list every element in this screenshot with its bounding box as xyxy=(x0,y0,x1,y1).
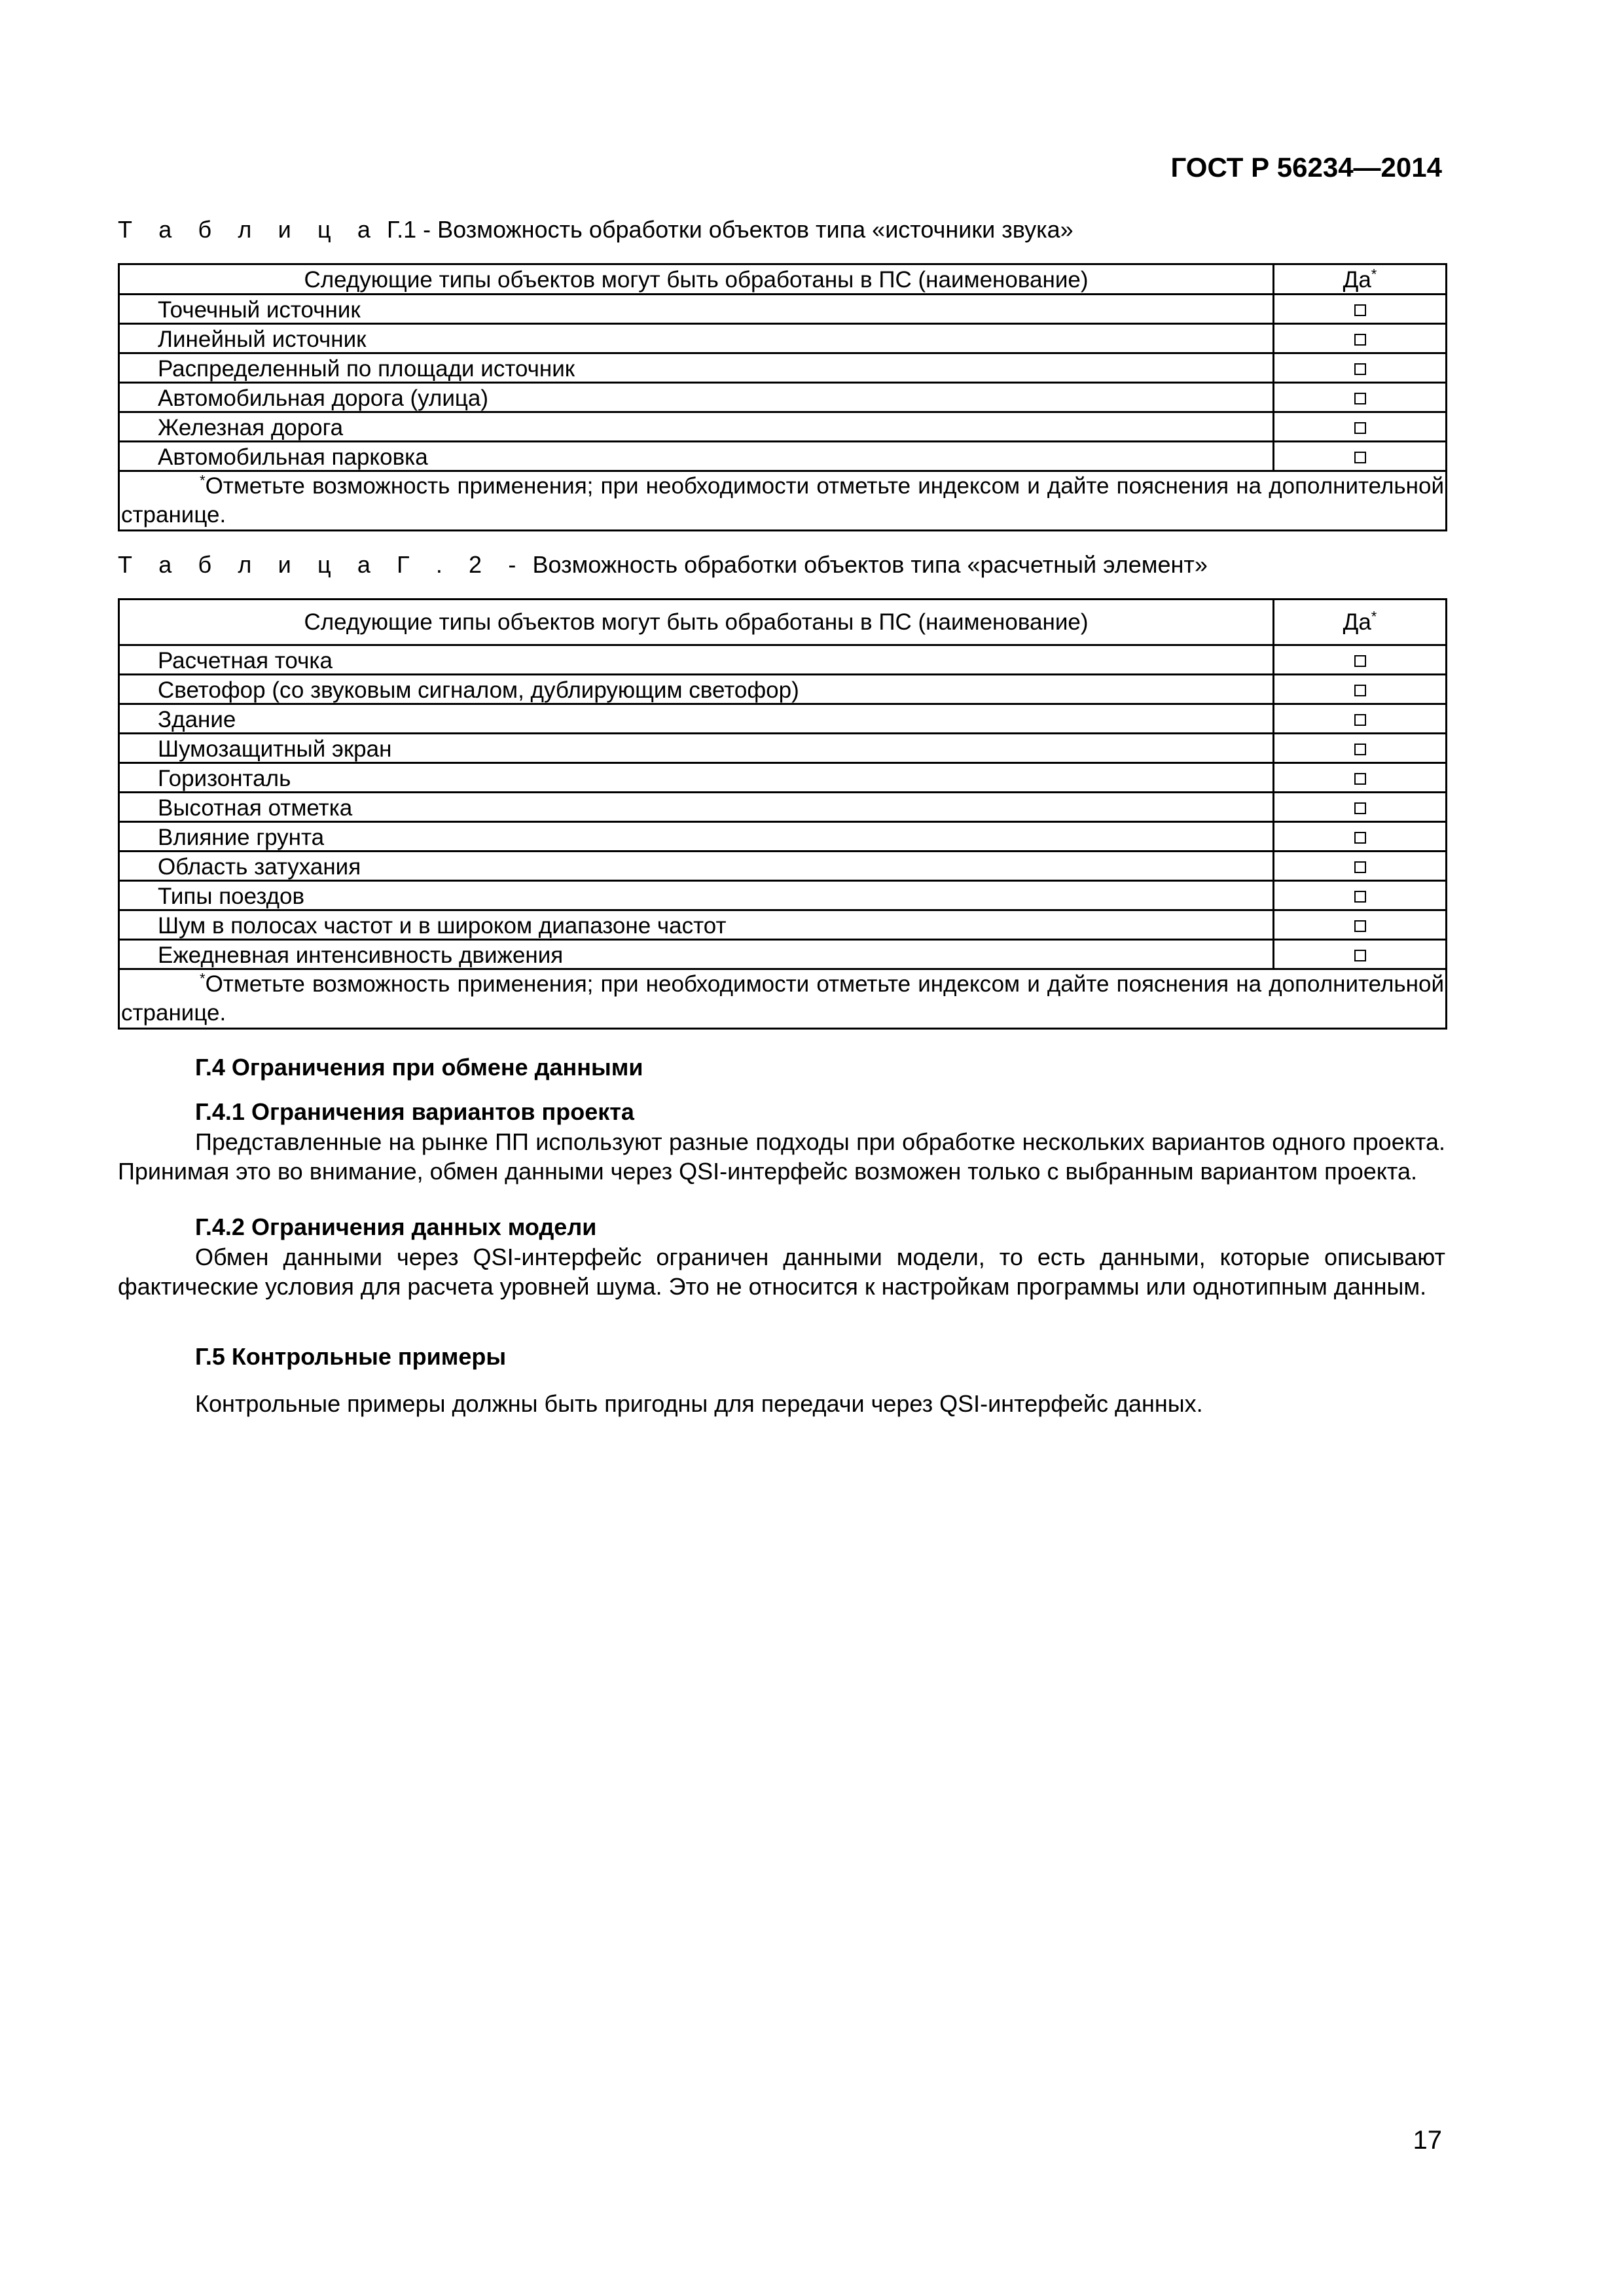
table2-row-label: Шум в полосах частот и в широком диапазоне частот xyxy=(119,910,1274,940)
checkbox-icon[interactable] xyxy=(1354,304,1366,316)
table1-row-checkbox-cell xyxy=(1274,383,1447,412)
section-g41-title: Г.4.1 Ограничения вариантов проекта xyxy=(195,1098,634,1125)
checkbox-icon[interactable] xyxy=(1354,920,1366,932)
document-code-header: ГОСТ Р 56234—2014 xyxy=(1170,152,1442,183)
table1-row xyxy=(119,383,1447,412)
table1-row-checkbox-cell xyxy=(1274,295,1447,324)
table2-row xyxy=(119,704,1447,734)
table1-row-label: Распределенный по площади источник xyxy=(119,353,1274,383)
table2-row-checkbox-cell xyxy=(1274,734,1447,763)
table1-row-checkbox-cell xyxy=(1274,412,1447,442)
table2-caption-prefix: Т а б л и ц а Г . 2 - xyxy=(118,551,526,578)
table2-row-checkbox-cell xyxy=(1274,881,1447,910)
table1-header-name: Следующие типы объектов могут быть обработаны в ПС (наименование) xyxy=(119,264,1274,295)
table2-caption-text: Возможность обработки объектов типа «расчетный элемент» xyxy=(532,551,1208,578)
table2-row-label: Типы поездов xyxy=(119,881,1274,910)
table2-row-label: Расчетная точка xyxy=(119,645,1274,675)
table2-row-label: Светофор (со звуковым сигналом, дублирующим светофор) xyxy=(119,675,1274,704)
table2-row-label: Высотная отметка xyxy=(119,793,1274,822)
table1-caption-prefix: Т а б л и ц а xyxy=(118,216,380,243)
checkbox-icon[interactable] xyxy=(1354,861,1366,873)
table1-row-label: Автомобильная дорога (улица) xyxy=(119,383,1274,412)
checkbox-icon[interactable] xyxy=(1354,891,1366,903)
table1-header-yes: Да* xyxy=(1274,264,1447,295)
table2-row-checkbox-cell xyxy=(1274,910,1447,940)
table2-row xyxy=(119,940,1447,969)
table1-row-label: Линейный источник xyxy=(119,324,1274,353)
table2-caption xyxy=(118,551,1208,579)
table1-caption-text: Г.1 - Возможность обработки объектов типа «источники звука» xyxy=(380,216,1074,243)
table2-row xyxy=(119,881,1447,910)
table2-row-checkbox-cell xyxy=(1274,940,1447,969)
table1-row-checkbox-cell xyxy=(1274,442,1447,471)
table1-row xyxy=(119,324,1447,353)
table2-row-label: Область затухания xyxy=(119,852,1274,881)
section-g42-paragraph: Обмен данными через QSI-интерфейс ограничен данными модели, то есть данными, которые описывают фактические условия для расчета уровней шума. Это не относится к настройкам программы или однотипным данным. xyxy=(118,1244,1445,1300)
section-g5-paragraph: Контрольные примеры должны быть пригодны для передачи через QSI-интерфейс данных. xyxy=(195,1390,1203,1417)
checkbox-icon[interactable] xyxy=(1354,802,1366,814)
table2-row-checkbox-cell xyxy=(1274,675,1447,704)
checkbox-icon[interactable] xyxy=(1354,334,1366,346)
table2-row xyxy=(119,822,1447,852)
table1-row-label: Железная дорога xyxy=(119,412,1274,442)
table2-header-yes: Да* xyxy=(1274,600,1447,645)
table2-row xyxy=(119,910,1447,940)
table2-row-checkbox-cell xyxy=(1274,793,1447,822)
table2-row-checkbox-cell xyxy=(1274,852,1447,881)
table2 xyxy=(118,598,1447,1030)
table1-caption xyxy=(118,216,1074,243)
checkbox-icon[interactable] xyxy=(1354,773,1366,785)
checkbox-icon[interactable] xyxy=(1354,363,1366,375)
table1-row-checkbox-cell xyxy=(1274,324,1447,353)
table1-row xyxy=(119,412,1447,442)
table2-row xyxy=(119,645,1447,675)
checkbox-icon[interactable] xyxy=(1354,950,1366,961)
table1-row-label: Автомобильная парковка xyxy=(119,442,1274,471)
table2-row-checkbox-cell xyxy=(1274,763,1447,793)
checkbox-icon[interactable] xyxy=(1354,714,1366,726)
table1-row xyxy=(119,295,1447,324)
table1-row-checkbox-cell xyxy=(1274,353,1447,383)
table2-row xyxy=(119,763,1447,793)
table2-row-label: Шумозащитный экран xyxy=(119,734,1274,763)
checkbox-icon[interactable] xyxy=(1354,832,1366,844)
checkbox-icon[interactable] xyxy=(1354,393,1366,404)
checkbox-icon[interactable] xyxy=(1354,685,1366,696)
table2-row-checkbox-cell xyxy=(1274,822,1447,852)
table1-footnote: *Отметьте возможность применения; при необходимости отметьте индексом и дайте пояснения на дополнительной странице. xyxy=(119,471,1447,531)
checkbox-icon[interactable] xyxy=(1354,452,1366,463)
table1-row-label: Точечный источник xyxy=(119,295,1274,324)
section-g42-title: Г.4.2 Ограничения данных модели xyxy=(195,1213,597,1240)
table2-row-checkbox-cell xyxy=(1274,645,1447,675)
table1 xyxy=(118,263,1447,531)
section-g41-paragraph: Представленные на рынке ПП используют разные подходы при обработке нескольких вариантов одного проекта. Принимая это во внимание, обмен данными через QSI-интерфейс возможен только с выбранным вариантом проекта. xyxy=(118,1128,1445,1185)
table2-row xyxy=(119,734,1447,763)
table2-row-checkbox-cell xyxy=(1274,704,1447,734)
table2-row-label: Горизонталь xyxy=(119,763,1274,793)
table2-row xyxy=(119,793,1447,822)
checkbox-icon[interactable] xyxy=(1354,744,1366,755)
table2-header-name: Следующие типы объектов могут быть обработаны в ПС (наименование) xyxy=(119,600,1274,645)
table2-row xyxy=(119,852,1447,881)
section-g5-title: Г.5 Контрольные примеры xyxy=(195,1343,507,1370)
section-g4-title: Г.4 Ограничения при обмене данными xyxy=(195,1054,643,1081)
checkbox-icon[interactable] xyxy=(1354,655,1366,667)
table2-row xyxy=(119,675,1447,704)
page-number: 17 xyxy=(1413,2126,1442,2155)
table1-row xyxy=(119,353,1447,383)
table2-row-label: Влияние грунта xyxy=(119,822,1274,852)
table2-row-label: Ежедневная интенсивность движения xyxy=(119,940,1274,969)
table2-row-label: Здание xyxy=(119,704,1274,734)
checkbox-icon[interactable] xyxy=(1354,422,1366,434)
table1-row xyxy=(119,442,1447,471)
table2-footnote: *Отметьте возможность применения; при необходимости отметьте индексом и дайте пояснения на дополнительной странице. xyxy=(119,969,1447,1029)
